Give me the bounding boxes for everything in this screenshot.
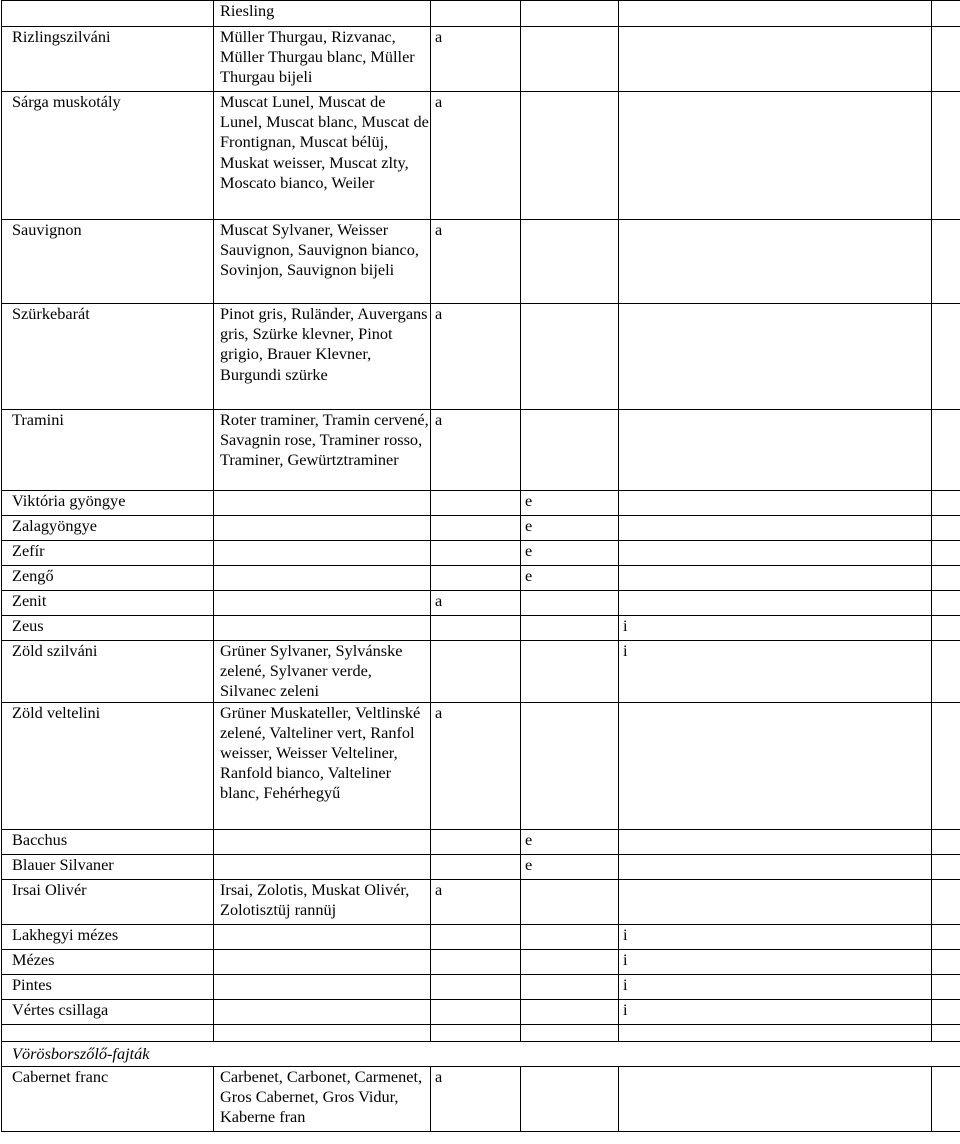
category-cell: a [431,1066,521,1131]
synonyms-cell [214,949,431,974]
table-row [2,854,960,879]
empty-cell [932,974,960,999]
empty-cell [932,879,960,924]
synonyms-cell [214,974,431,999]
variety-name-cell: Zalagyöngye [2,516,214,541]
variety-name-cell: Viktória gyöngye [2,491,214,516]
empty-cell [932,924,960,949]
empty-cell [431,999,521,1024]
variety-name-cell: Zefír [2,541,214,566]
empty-cell [431,829,521,854]
synonyms-cell [214,924,431,949]
synonyms-cell [214,516,431,541]
category-cell: a [431,410,521,491]
variety-name-cell [2,1,214,27]
empty-cell [521,410,619,491]
empty-cell [932,854,960,879]
table-row [2,566,960,591]
empty-cell [932,541,960,566]
category-cell: a [431,591,521,616]
empty-cell [619,702,932,829]
variety-name-cell: Lakhegyi mézes [2,924,214,949]
table-row [2,702,960,829]
variety-name-cell: Blauer Silvaner [2,854,214,879]
empty-cell [619,491,932,516]
category-cell: i [619,641,932,703]
empty-cell [619,879,932,924]
empty-cell [932,999,960,1024]
empty-cell [619,1066,932,1131]
table-row [2,949,960,974]
variety-name-cell: Bacchus [2,829,214,854]
synonyms-cell [214,566,431,591]
table-row [2,829,960,854]
empty-cell [619,591,932,616]
empty-cell [521,92,619,220]
empty-cell [619,829,932,854]
category-cell: a [431,220,521,304]
category-cell: i [619,616,932,641]
empty-cell [619,516,932,541]
synonyms-cell [214,1024,431,1041]
synonyms-cell [214,591,431,616]
empty-cell [521,616,619,641]
table-row [2,491,960,516]
category-cell: a [431,92,521,220]
empty-cell [932,220,960,304]
variety-name-cell: Cabernet franc [2,1066,214,1131]
synonyms-cell [214,999,431,1024]
synonyms-cell: Muscat Lunel, Muscat de Lunel, Muscat blanc, Muscat de Frontignan, Muscat bélüj, Muskat weisser, Muscat zlty, Moscato bianco, Weiler [214,92,431,220]
empty-cell [932,566,960,591]
empty-cell [431,1024,521,1041]
empty-cell [521,879,619,924]
category-cell: i [619,999,932,1024]
table-row [2,516,960,541]
variety-name-cell: Vértes csillaga [2,999,214,1024]
empty-cell [619,1024,932,1041]
empty-cell [932,641,960,703]
variety-name-cell: Pintes [2,974,214,999]
section-title: Vörösborszőlő-fajták [2,1041,960,1066]
empty-cell [932,1024,960,1041]
category-cell: e [521,516,619,541]
empty-cell [521,702,619,829]
table-row [2,616,960,641]
empty-cell [521,974,619,999]
table-row [2,974,960,999]
empty-cell [521,1066,619,1131]
category-cell: a [431,27,521,92]
empty-cell [932,591,960,616]
category-cell: e [521,829,619,854]
empty-cell [431,949,521,974]
table-row [2,541,960,566]
synonyms-cell: Muscat Sylvaner, Weisser Sauvignon, Sauvignon bianco, Sovinjon, Sauvignon bijeli [214,220,431,304]
empty-cell [431,924,521,949]
empty-cell [619,27,932,92]
table-row [2,92,960,220]
synonyms-cell: Riesling [214,1,431,27]
empty-cell [619,1,932,27]
category-cell: a [431,702,521,829]
category-cell: e [521,541,619,566]
variety-name-cell [2,1024,214,1041]
empty-cell [932,949,960,974]
empty-cell [932,92,960,220]
empty-cell [619,304,932,410]
empty-cell [521,304,619,410]
variety-name-cell: Rizlingszilváni [2,27,214,92]
synonyms-cell: Grüner Muskateller, Veltlinské zelené, Valteliner vert, Ranfol weisser, Weisser Velteliner, Ranfold bianco, Valteliner blanc, Fehérhegyű [214,702,431,829]
table-row [2,641,960,703]
variety-name-cell: Mézes [2,949,214,974]
category-cell: i [619,949,932,974]
variety-name-cell: Irsai Olivér [2,879,214,924]
category-cell: a [431,304,521,410]
category-cell: e [521,491,619,516]
synonyms-cell: Grüner Sylvaner, Sylvánske zelené, Sylvaner verde, Silvanec zeleni [214,641,431,703]
variety-name-cell: Sárga muskotály [2,92,214,220]
variety-name-cell: Zöld veltelini [2,702,214,829]
table-row [2,924,960,949]
empty-cell [521,1,619,27]
empty-cell [932,1066,960,1131]
category-cell: i [619,924,932,949]
section-header-row [2,1041,960,1066]
table-row [2,1024,960,1041]
empty-cell [932,616,960,641]
empty-cell [932,410,960,491]
empty-cell [932,304,960,410]
empty-cell [932,27,960,92]
variety-name-cell: Zeus [2,616,214,641]
synonyms-cell [214,829,431,854]
empty-cell [619,220,932,304]
empty-cell [431,566,521,591]
empty-cell [431,1,521,27]
variety-name-cell: Tramini [2,410,214,491]
empty-cell [431,854,521,879]
category-cell: i [619,974,932,999]
table-row [2,999,960,1024]
variety-name-cell: Zenit [2,591,214,616]
empty-cell [521,27,619,92]
empty-cell [932,491,960,516]
variety-name-cell: Zöld szilváni [2,641,214,703]
empty-cell [619,566,932,591]
empty-cell [932,702,960,829]
empty-cell [521,641,619,703]
synonyms-cell [214,616,431,641]
synonyms-cell: Carbenet, Carbonet, Carmenet, Gros Cabernet, Gros Vidur, Kaberne fran [214,1066,431,1131]
category-cell: e [521,566,619,591]
synonyms-cell [214,491,431,516]
variety-name-cell: Szürkebarát [2,304,214,410]
empty-cell [431,974,521,999]
synonyms-cell [214,541,431,566]
synonyms-cell [214,854,431,879]
empty-cell [619,541,932,566]
empty-cell [932,1,960,27]
empty-cell [521,999,619,1024]
variety-name-cell: Zengő [2,566,214,591]
synonyms-cell: Pinot gris, Ruländer, Auvergans gris, Szürke klevner, Pinot grigio, Brauer Klevner, Burgundi szürke [214,304,431,410]
table-row [2,304,960,410]
table-row [2,220,960,304]
synonyms-cell: Irsai, Zolotis, Muskat Olivér, Zolotisztüj rannüj [214,879,431,924]
empty-cell [521,591,619,616]
category-cell: e [521,854,619,879]
table-row [2,591,960,616]
empty-cell [431,541,521,566]
table-row [2,410,960,491]
empty-cell [521,924,619,949]
empty-cell [619,92,932,220]
variety-name-cell: Sauvignon [2,220,214,304]
table-row [2,1066,960,1131]
empty-cell [521,1024,619,1041]
empty-cell [431,641,521,703]
empty-cell [431,491,521,516]
table-row [2,879,960,924]
empty-cell [932,829,960,854]
table-row [2,1,960,27]
empty-cell [431,616,521,641]
category-cell: a [431,879,521,924]
synonyms-cell: Müller Thurgau, Rizvanac, Müller Thurgau blanc, Müller Thurgau bijeli [214,27,431,92]
grape-variety-table [1,0,960,1132]
empty-cell [619,854,932,879]
empty-cell [521,949,619,974]
synonyms-cell: Roter traminer, Tramin cervené, Savagnin rose, Traminer rosso, Traminer, Gewürtztraminer [214,410,431,491]
empty-cell [521,220,619,304]
table-row [2,27,960,92]
empty-cell [619,410,932,491]
empty-cell [932,516,960,541]
empty-cell [431,516,521,541]
